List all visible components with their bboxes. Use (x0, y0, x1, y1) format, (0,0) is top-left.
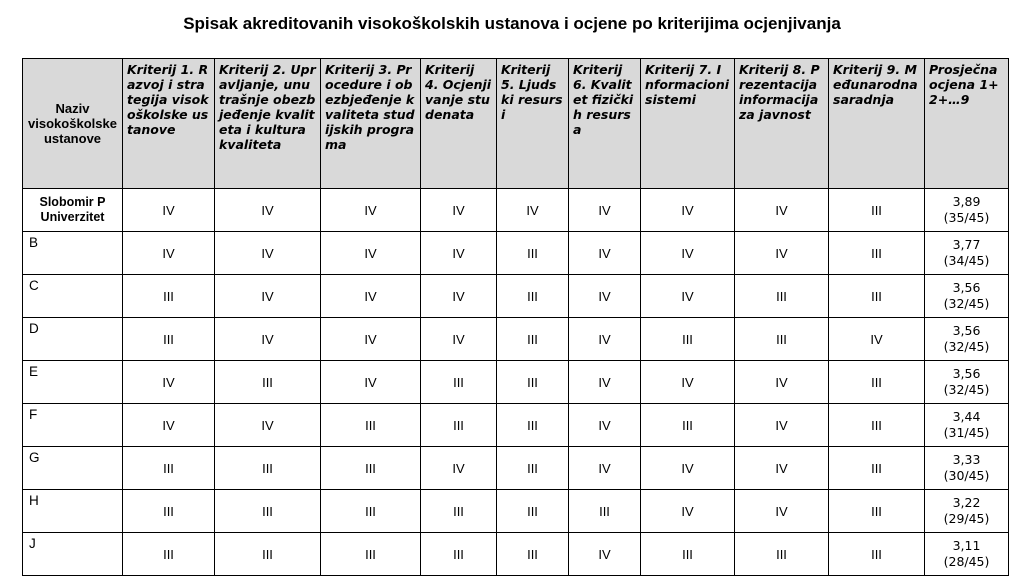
average-fraction: (31/45) (943, 425, 990, 440)
table-row (23, 490, 1009, 533)
average-value: 3,11 (952, 538, 981, 553)
grade-cell: III (829, 189, 925, 232)
grade-cell: III (829, 361, 925, 404)
grade-cell: III (497, 447, 569, 490)
average-cell (925, 447, 1009, 490)
grade-cell: III (497, 361, 569, 404)
grade-cell: IV (735, 232, 829, 275)
grade-cell: IV (569, 361, 641, 404)
grade-cell: IV (829, 318, 925, 361)
institution-name: F (23, 404, 123, 447)
grade-cell: III (421, 490, 497, 533)
institution-name: C (23, 275, 123, 318)
grade-cell: IV (215, 404, 321, 447)
average-value: 3,77 (952, 237, 981, 252)
average-fraction: (32/45) (943, 339, 990, 354)
average-cell (925, 533, 1009, 576)
average-value: 3,33 (952, 452, 981, 467)
institution-name: H (23, 490, 123, 533)
grade-cell: IV (641, 361, 735, 404)
table-row (23, 404, 1009, 447)
grades-table (22, 58, 1009, 576)
average-value: 3,56 (952, 323, 981, 338)
grade-cell: III (569, 490, 641, 533)
institution-name: G (23, 447, 123, 490)
grade-cell: III (321, 447, 421, 490)
table-row (23, 447, 1009, 490)
institution-name: Slobomir P Univerzitet (23, 189, 123, 232)
header-criterion-9: Kriterij 9. Međunarodna saradnja (829, 59, 925, 189)
grade-cell: III (215, 447, 321, 490)
table-row (23, 318, 1009, 361)
average-cell (925, 361, 1009, 404)
grade-cell: IV (215, 232, 321, 275)
grade-cell: III (421, 404, 497, 447)
institution-name: J (23, 533, 123, 576)
grade-cell: IV (569, 318, 641, 361)
header-average: Prosječna ocjena 1+2+…9 (925, 59, 1009, 189)
grade-cell: III (829, 404, 925, 447)
grade-cell: III (735, 533, 829, 576)
average-cell (925, 232, 1009, 275)
grade-cell: IV (569, 275, 641, 318)
grade-cell: IV (569, 232, 641, 275)
average-fraction: (29/45) (943, 511, 990, 526)
grade-cell: IV (123, 361, 215, 404)
grade-cell: III (123, 533, 215, 576)
grade-cell: III (497, 318, 569, 361)
table-row (23, 533, 1009, 576)
average-fraction: (30/45) (943, 468, 990, 483)
grade-cell: III (829, 533, 925, 576)
average-fraction: (28/45) (943, 554, 990, 569)
grade-cell: IV (497, 189, 569, 232)
grade-cell: III (497, 490, 569, 533)
grade-cell: IV (123, 232, 215, 275)
grade-cell: IV (215, 275, 321, 318)
header-criterion-3: Kriterij 3. Procedure i obezbjeđenje kvaliteta studijskih programa (321, 59, 421, 189)
average-value: 3,44 (952, 409, 981, 424)
grade-cell: III (829, 447, 925, 490)
grade-cell: III (421, 533, 497, 576)
grade-cell: III (321, 490, 421, 533)
grade-cell: IV (735, 447, 829, 490)
grade-cell: IV (421, 189, 497, 232)
header-criterion-7: Kriterij 7. Informacioni sistemi (641, 59, 735, 189)
average-value: 3,56 (952, 366, 981, 381)
header-criterion-6: Kriterij 6. Kvalitet fizičkih resursa (569, 59, 641, 189)
grade-cell: III (641, 533, 735, 576)
grade-cell: IV (215, 318, 321, 361)
grade-cell: III (321, 404, 421, 447)
grade-cell: IV (321, 361, 421, 404)
grade-cell: III (735, 275, 829, 318)
grade-cell: IV (641, 275, 735, 318)
institution-name: E (23, 361, 123, 404)
grade-cell: III (215, 361, 321, 404)
grade-cell: IV (569, 404, 641, 447)
grade-cell: IV (641, 447, 735, 490)
grade-cell: IV (569, 189, 641, 232)
grade-cell: IV (215, 189, 321, 232)
header-criterion-4: Kriterij 4. Ocjenjivanje studenata (421, 59, 497, 189)
header-criterion-8: Kriterij 8. Prezentacija informacija za javnost (735, 59, 829, 189)
grade-cell: IV (735, 404, 829, 447)
grade-cell: III (829, 232, 925, 275)
header-row (23, 59, 1009, 189)
grade-cell: IV (123, 189, 215, 232)
grade-cell: III (735, 318, 829, 361)
grade-cell: IV (321, 189, 421, 232)
header-criterion-2: Kriterij 2. Upravljanje, unutrašnje obezbjeđenje kvaliteta i kultura kvaliteta (215, 59, 321, 189)
average-fraction: (32/45) (943, 382, 990, 397)
grade-cell: IV (321, 275, 421, 318)
average-cell (925, 404, 1009, 447)
grade-cell: IV (569, 533, 641, 576)
grade-cell: IV (123, 404, 215, 447)
grade-cell: IV (421, 232, 497, 275)
table-row (23, 232, 1009, 275)
grade-cell: III (215, 490, 321, 533)
grade-cell: IV (641, 232, 735, 275)
grade-cell: IV (735, 490, 829, 533)
grade-cell: III (641, 318, 735, 361)
grade-cell: III (123, 490, 215, 533)
grade-cell: III (123, 318, 215, 361)
grade-cell: III (497, 404, 569, 447)
header-criterion-1: Kriterij 1. Razvoj i strategija visokoškolske ustanove (123, 59, 215, 189)
average-value: 3,22 (952, 495, 981, 510)
grade-cell: III (123, 447, 215, 490)
grade-cell: IV (421, 275, 497, 318)
grade-cell: IV (641, 189, 735, 232)
grade-cell: IV (321, 318, 421, 361)
average-cell (925, 275, 1009, 318)
average-cell (925, 490, 1009, 533)
grade-cell: III (497, 275, 569, 318)
grade-cell: IV (735, 361, 829, 404)
average-cell (925, 318, 1009, 361)
header-institution: Naziv visokoškolske ustanove (23, 59, 123, 189)
header-criterion-5: Kriterij 5. Ljudski resursi (497, 59, 569, 189)
institution-name: B (23, 232, 123, 275)
average-fraction: (32/45) (943, 296, 990, 311)
average-fraction: (35/45) (943, 210, 990, 225)
grade-cell: IV (641, 490, 735, 533)
grade-cell: IV (569, 447, 641, 490)
average-fraction: (34/45) (943, 253, 990, 268)
grade-cell: III (829, 275, 925, 318)
grade-cell: IV (735, 189, 829, 232)
table-row (23, 361, 1009, 404)
grade-cell: IV (421, 447, 497, 490)
grade-cell: III (321, 533, 421, 576)
institution-name: D (23, 318, 123, 361)
page-title: Spisak akreditovanih visokoškolskih ustanova i ocjene po kriterijima ocjenjivanja (183, 14, 841, 33)
grade-cell: III (497, 232, 569, 275)
grade-cell: III (829, 490, 925, 533)
grade-cell: III (641, 404, 735, 447)
grade-cell: IV (421, 318, 497, 361)
grade-cell: III (421, 361, 497, 404)
grade-cell: III (215, 533, 321, 576)
grade-cell: III (123, 275, 215, 318)
average-cell (925, 189, 1009, 232)
grade-cell: IV (321, 232, 421, 275)
average-value: 3,56 (952, 280, 981, 295)
grade-cell: III (497, 533, 569, 576)
table-row (23, 189, 1009, 232)
average-value: 3,89 (952, 194, 981, 209)
table-row (23, 275, 1009, 318)
